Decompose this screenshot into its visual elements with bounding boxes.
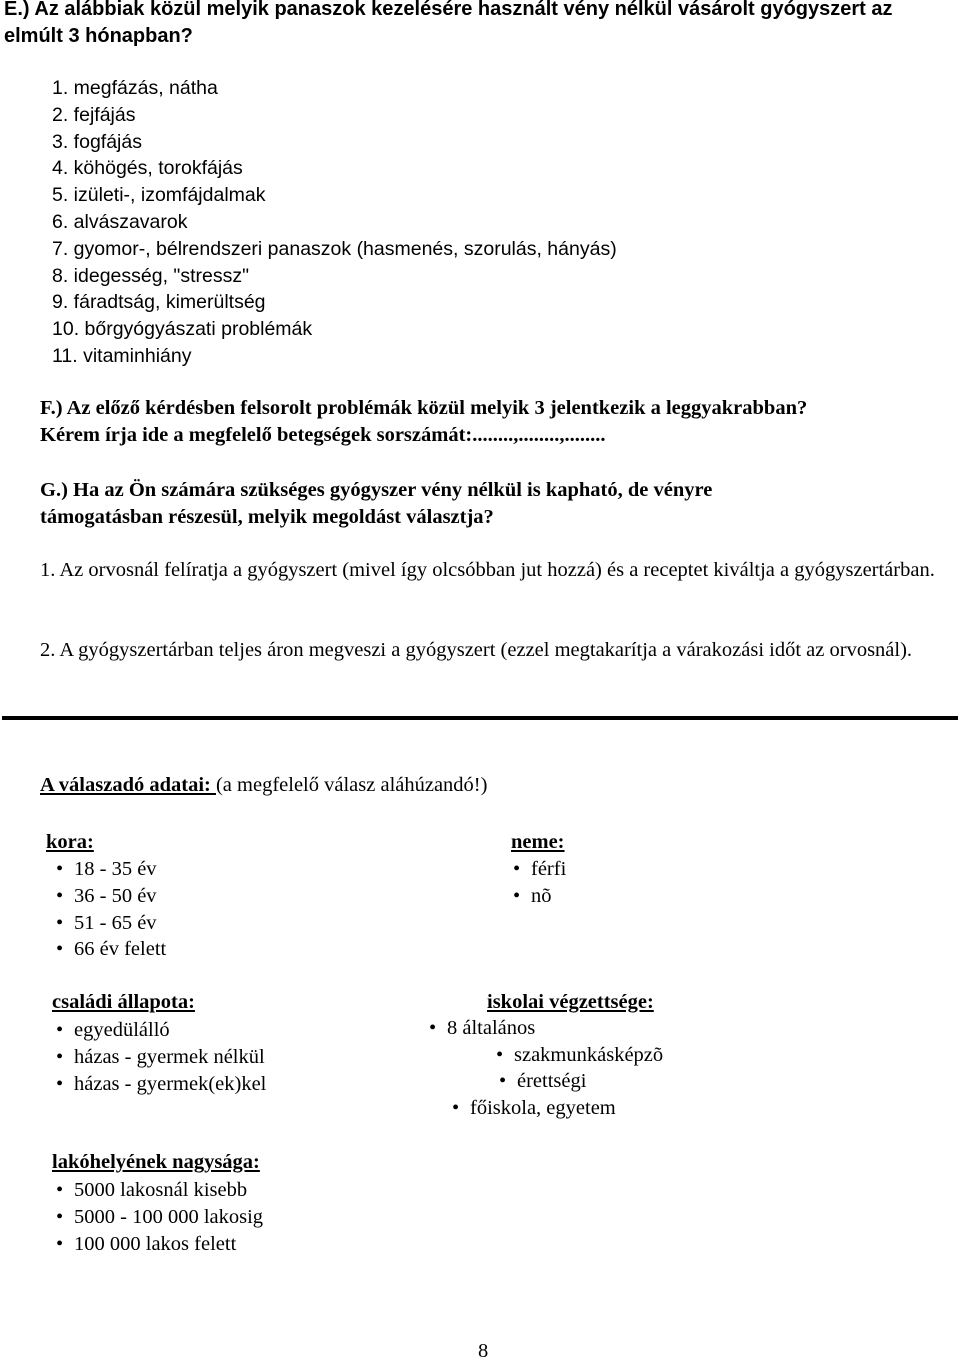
question-f (40, 395, 940, 448)
list-item: • házas - gyermek nélkül (56, 1045, 265, 1068)
list-item: • 5000 lakosnál kisebb (56, 1179, 248, 1201)
option-g1: 1. Az orvosnál felíratja a gyógyszert (mivel így olcsóbban jut hozzá) és a receptet kiváltja a gyógyszertárban. (40, 559, 935, 581)
list-item: • nõ (513, 884, 552, 907)
divider (2, 716, 958, 720)
symptom-list (52, 75, 617, 370)
list-item: • férfi (513, 858, 567, 880)
question-f-line1: F.) Az előző kérdésben felsorolt problémák közül melyik 3 jelentkezik a leggyakrabban? (40, 397, 808, 419)
education-option: • főiskola, egyetem (452, 1097, 616, 1119)
age-options (56, 856, 166, 963)
residence-label: lakóhelyének nagysága: (52, 1151, 260, 1173)
list-item: 3. fogfájás (52, 130, 142, 153)
list-item: • 36 - 50 év (56, 884, 157, 907)
list-item: • 66 év felett (56, 938, 167, 961)
question-f-line2: Kérem írja ide a megfelelő betegségek sorszámát:........,........,........ (40, 423, 606, 446)
question-g: G.) Ha az Ön számára szükséges gyógyszer vény nélkül is kapható, de vényre támogatásban részesül, melyik megoldást választja? (40, 479, 713, 528)
list-item: 10. bőrgyógyászati problémák (52, 318, 313, 341)
list-item: • házas - gyermek(ek)kel (56, 1072, 267, 1095)
list-item: 5. izületi-, izomfájdalmak (52, 184, 266, 207)
education-label: iskolai végzettsége: (487, 991, 654, 1013)
age-label: kora: (46, 831, 94, 853)
list-item: • 5000 - 100 000 lakosig (56, 1205, 264, 1228)
list-item: 8. idegesség, "stressz" (52, 264, 250, 287)
list-item: • 51 - 65 év (56, 911, 157, 934)
list-item: 4. köhögés, torokfájás (52, 157, 243, 180)
education-option: • szakmunkásképzõ (496, 1044, 664, 1066)
list-item: • 18 - 35 év (56, 858, 157, 880)
list-item: 7. gyomor-, bélrendszeri panaszok (hasmenés, szorulás, hányás) (52, 237, 617, 260)
education-option: • érettségi (499, 1070, 587, 1092)
gender-options (513, 856, 566, 910)
respondent-note: (a megfelelő válasz aláhúzandó!) (215, 774, 488, 796)
page-number: 8 (478, 1340, 489, 1362)
list-item: 9. fáradtság, kimerültség (52, 291, 266, 314)
residence-options (56, 1177, 263, 1257)
list-item: • egyedülálló (56, 1019, 170, 1041)
option-g2: 2. A gyógyszertárban teljes áron megveszi a gyógyszert (ezzel megtakarítja a várakozási időt az orvosnál). (40, 639, 913, 661)
list-item: 6. alvászavarok (52, 210, 188, 233)
gender-label: neme: (511, 831, 565, 853)
question-e: E.) Az alábbiak közül melyik panaszok kezelésére használt vény nélkül vásárolt gyógyszert az elmúlt 3 hónapban? (4, 0, 893, 47)
list-item: 11. vitaminhiány (52, 344, 192, 367)
list-item: 2. fejfájás (52, 103, 136, 126)
list-item: 1. megfázás, nátha (52, 77, 218, 99)
respondent-heading (40, 774, 487, 797)
education-option: • 8 általános (429, 1017, 536, 1039)
list-item: • 100 000 lakos felett (56, 1232, 237, 1255)
marital-label: családi állapota: (52, 991, 195, 1013)
respondent-title: A válaszadó adatai: (40, 774, 216, 796)
marital-options (56, 1017, 266, 1097)
